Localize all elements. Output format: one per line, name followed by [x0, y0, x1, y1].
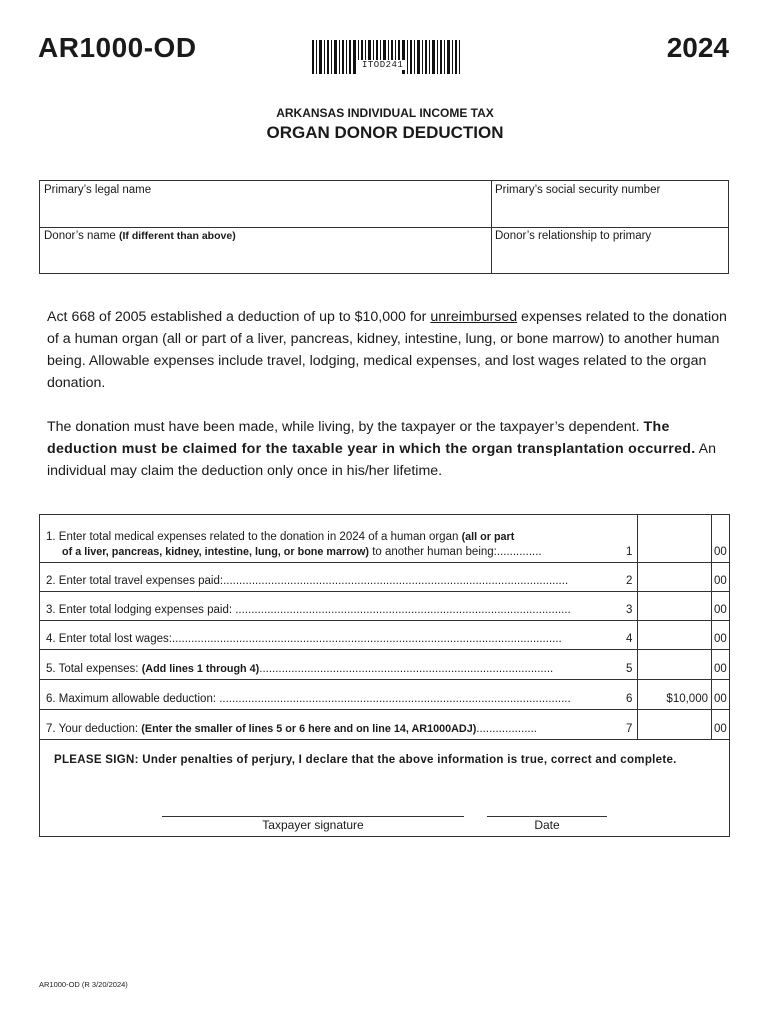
- primary-ssn-field[interactable]: [491, 181, 728, 227]
- line-5-number: 5: [626, 663, 633, 675]
- act-description: [47, 306, 737, 394]
- line-1-label: 1. Enter total medical expenses related to the donation in 2024 of a human organ (all or part: [46, 531, 515, 543]
- line-4-number: 4: [626, 633, 633, 645]
- date-line[interactable]: [487, 816, 607, 817]
- line-3-label: 3. Enter total lodging expenses paid: .........................................................................................................: [46, 604, 571, 616]
- taxpayer-info-box: [39, 180, 729, 274]
- form-revision: AR1000-OD (R 3/20/2024): [39, 980, 128, 989]
- line-5-cents: 00: [714, 663, 727, 675]
- row-divider: [40, 591, 729, 592]
- form-title: ORGAN DONOR DEDUCTION: [266, 123, 504, 142]
- line-4-cents: 00: [714, 633, 727, 645]
- line-7-label: 7. Your deduction: (Enter the smaller of lines 5 or 6 here and on line 14, AR1000ADJ)...................: [46, 723, 538, 735]
- signature-declaration: PLEASE SIGN: Under penalties of perjury, I declare that the above information is true, correct and complete.: [54, 754, 677, 766]
- primary-ssn-label: Primary’s social security number: [495, 184, 661, 196]
- row-divider: [40, 709, 729, 710]
- line-1-number: 1: [626, 546, 633, 558]
- line-1-cents: 00: [714, 546, 727, 558]
- taxpayer-signature-label: Taxpayer signature: [262, 818, 364, 832]
- line-4-label: 4. Enter total lost wages:..........................................................................................................................: [46, 633, 562, 645]
- donor-name-note: (If different than above): [119, 230, 236, 242]
- tax-year: 2024: [666, 32, 729, 63]
- donor-relationship-field[interactable]: [491, 227, 728, 273]
- row-divider: [40, 649, 729, 650]
- line-6-label: 6. Maximum allowable deduction: ..............................................................................................................: [46, 693, 571, 705]
- line-7-number: 7: [626, 723, 633, 735]
- rules-bold-text: The deduction must be claimed for the taxable year in which the organ transplantation occurred.: [47, 419, 696, 457]
- date-label: Date: [534, 818, 560, 832]
- taxpayer-signature-line[interactable]: [162, 816, 464, 817]
- rules-text-part2: An individual may claim the deduction only once in his/her lifetime.: [47, 441, 717, 479]
- row-divider: [40, 620, 729, 621]
- donor-relationship-label: Donor’s relationship to primary: [495, 230, 652, 242]
- rules-text-part1: The donation must have been made, while living, by the taxpayer or the taxpayer’s dependent.: [47, 419, 644, 435]
- row-divider: [40, 679, 729, 680]
- act-text-part2: expenses related to the donation of a human organ (all or part of a liver, pancreas, kidney, intestine, lung, or bone marrow) to another human being. Allowable expenses include travel, lodging, medical expenses, and lost wages related to the organ donation.: [47, 309, 727, 391]
- line-6-cents: 00: [714, 693, 727, 705]
- unreimbursed-underlined: unreimbursed: [430, 309, 518, 325]
- row-divider: [40, 562, 729, 563]
- primary-name-field[interactable]: [40, 181, 491, 227]
- agency-name: ARKANSAS INDIVIDUAL INCOME TAX: [276, 106, 494, 120]
- barcode-number: ITOD241: [362, 60, 404, 70]
- donation-rules: [47, 416, 737, 482]
- line-3-cents: 00: [714, 604, 727, 616]
- row-divider: [40, 739, 729, 740]
- line-2-label: 2. Enter total travel expenses paid:............................................................................................................: [46, 575, 569, 587]
- line-6-amount: $10,000: [666, 693, 708, 705]
- line-6-number: 6: [626, 693, 633, 705]
- cents-column-border: [711, 515, 712, 740]
- line-1-label-cont: of a liver, pancreas, kidney, intestine, lung, or bone marrow) to another human being:..............: [62, 546, 542, 558]
- line-3-number: 3: [626, 604, 633, 616]
- line-5-label: 5. Total expenses: (Add lines 1 through 4)............................................................................................: [46, 663, 554, 675]
- line-2-number: 2: [626, 575, 633, 587]
- act-text-part1: Act 668 of 2005 established a deduction of up to $10,000 for: [47, 309, 431, 325]
- donor-name-label: Donor’s name: [44, 230, 120, 242]
- deduction-lines-box: [39, 514, 730, 837]
- line-7-cents: 00: [714, 723, 727, 735]
- line-2-cents: 00: [714, 575, 727, 587]
- form-id: AR1000-OD: [38, 32, 197, 63]
- barcode: [312, 40, 460, 74]
- primary-name-label: Primary’s legal name: [44, 184, 152, 196]
- donor-name-field[interactable]: [40, 227, 491, 273]
- amount-column-left-border: [637, 515, 638, 740]
